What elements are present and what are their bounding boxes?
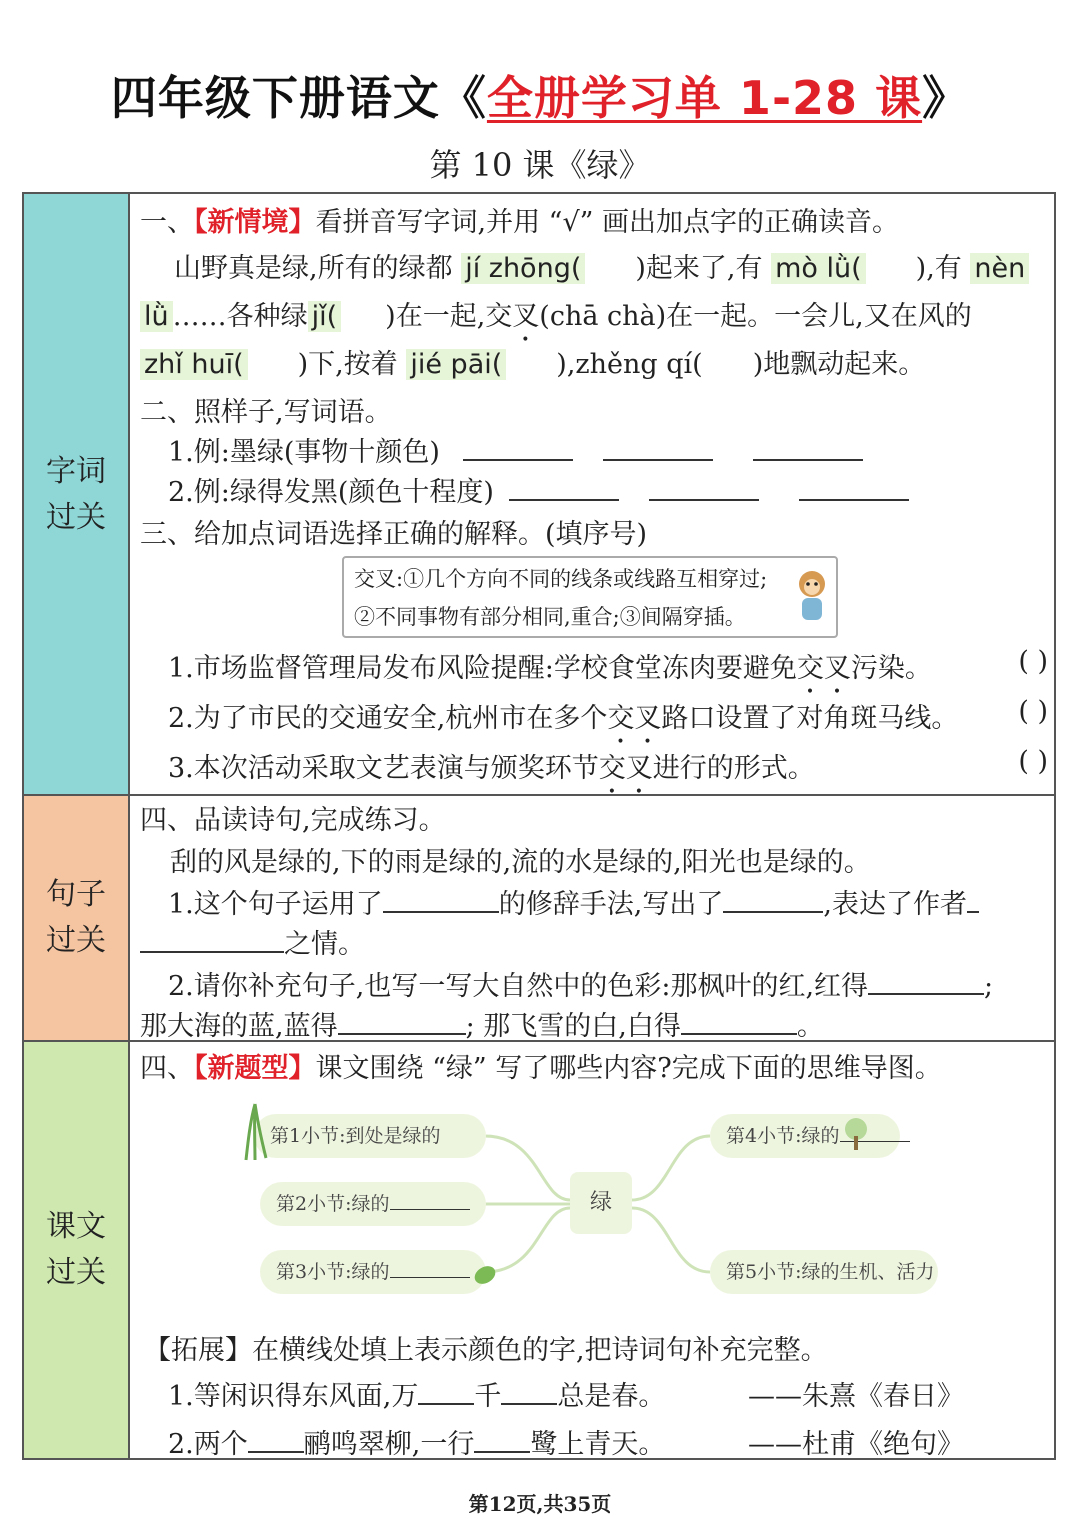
tree-icon xyxy=(840,1116,872,1152)
q1-line3: zhǐ huī( )下,按着 jié pāi( ),zhěng qí( )地飘动起来。 xyxy=(140,342,925,381)
mind-map xyxy=(240,1100,935,1300)
answer-blank[interactable] xyxy=(603,435,713,461)
answer-blank[interactable] xyxy=(509,475,619,501)
mind-map-center: 绿 xyxy=(570,1172,632,1234)
q3-item3: 3.本次活动采取文艺表演与颁奖环节交叉进行的形式。 xyxy=(168,753,815,784)
answer-blank[interactable] xyxy=(799,475,909,501)
section-words xyxy=(140,194,1048,794)
extension-heading: 【拓展】在横线处填上表示颜色的字,把诗词句补充完整。 xyxy=(144,1335,828,1366)
answer-paren[interactable]: ( ) xyxy=(1018,696,1048,727)
mind-map-node: 第3小节:绿的 xyxy=(260,1250,486,1294)
q5-heading: 四、【新题型】课文围绕 “绿” 写了哪些内容?完成下面的思维导图。 xyxy=(140,1053,942,1084)
q2-heading: 二、照样子,写词语。 xyxy=(140,397,392,428)
q4-heading: 四、品读诗句,完成练习。 xyxy=(140,805,446,836)
q3-item1: 1.市场监督管理局发布风险提醒:学校食堂冻肉要避免交叉污染。 xyxy=(168,653,932,684)
monkey-icon xyxy=(792,568,832,628)
answer-paren[interactable]: ( ) xyxy=(1018,646,1048,677)
answer-paren[interactable]: ( ) xyxy=(1018,746,1048,777)
answer-blank[interactable] xyxy=(649,475,759,501)
worksheet-frame xyxy=(22,192,1056,1460)
mind-map-node: 第2小节:绿的 xyxy=(260,1182,486,1226)
section-label-text: 课文 过关 xyxy=(24,1041,130,1458)
q1-heading: 一、【新情境】看拼音写字词,并用 “√” 画出加点字的正确读音。 xyxy=(140,207,900,238)
mind-map-node: 第4小节:绿的 xyxy=(710,1114,900,1158)
page-number: 第12页,共35页 xyxy=(468,1492,612,1516)
q4-item1: 1.这个句子运用了 的修辞手法,写出了 ,表达了作者 xyxy=(168,882,979,921)
poem-line1: 1.等闲识得东风面,万 千 总是春。 xyxy=(168,1381,666,1412)
q4-quote: 刮的风是绿的,下的雨是绿的,流的水是绿的,阳光也是绿的。 xyxy=(170,847,871,878)
q1-line2: lǜ ……各种绿 jǐ( )在一起,交叉(chā chà)在一起。一会儿,又在风的 xyxy=(140,294,972,348)
q2-example2: 2.例:绿得发黑(颜色十程度) xyxy=(168,470,909,509)
q3-item2: 2.为了市民的交通安全,杭州市在多个交叉路口设置了对角斑马线。 xyxy=(168,703,959,734)
lesson-title: 第 10 课《绿》 xyxy=(429,146,651,184)
answer-blank[interactable] xyxy=(463,435,573,461)
q1-line1: 山野真是绿,所有的绿都 jí zhōng( )起来了,有 mò lǜ( ),有 nèn xyxy=(174,246,1029,285)
page-title: 四年级下册语文《全册学习单 1-28 课》 xyxy=(110,71,970,125)
mind-map-node: 第1小节:到处是绿的 xyxy=(254,1114,486,1158)
q3-heading: 三、给加点词语选择正确的解释。(填序号) xyxy=(140,519,648,550)
definition-box: 交叉:①几个方向不同的线条或线路互相穿过; ②不同事物有部分相同,重合;③间隔穿插。 xyxy=(342,556,838,638)
mind-map-node: 第5小节:绿的生机、活力 xyxy=(710,1250,938,1294)
title-highlight: 全册学习单 1-28 课 xyxy=(486,71,923,125)
leaf-icon xyxy=(472,1262,498,1288)
willow-icon xyxy=(240,1102,270,1162)
section-text xyxy=(140,1042,1048,1458)
q4-item2: 2.请你补充句子,也写一写大自然中的色彩:那枫叶的红,红得 ; xyxy=(168,971,994,1002)
q4-item1-cont: 之情。 xyxy=(140,922,365,961)
q2-example1: 1.例:墨绿(事物十颜色) xyxy=(168,430,863,469)
section-label-sentences: 句子 过关 xyxy=(24,795,130,1041)
section-sentences xyxy=(140,796,1048,1040)
answer-blank[interactable] xyxy=(753,435,863,461)
poem-source1: ——朱熹《春日》 xyxy=(748,1381,964,1412)
q4-item2-cont: 那大海的蓝,蓝得 ; 那飞雪的白,白得 。 xyxy=(140,1011,824,1042)
poem-line2: 2.两个 鹂鸣翠柳,一行 鹭上青天。 xyxy=(168,1429,666,1460)
poem-source2: ——杜甫《绝句》 xyxy=(748,1429,964,1460)
section-label-words: 字词 过关 xyxy=(24,194,130,795)
